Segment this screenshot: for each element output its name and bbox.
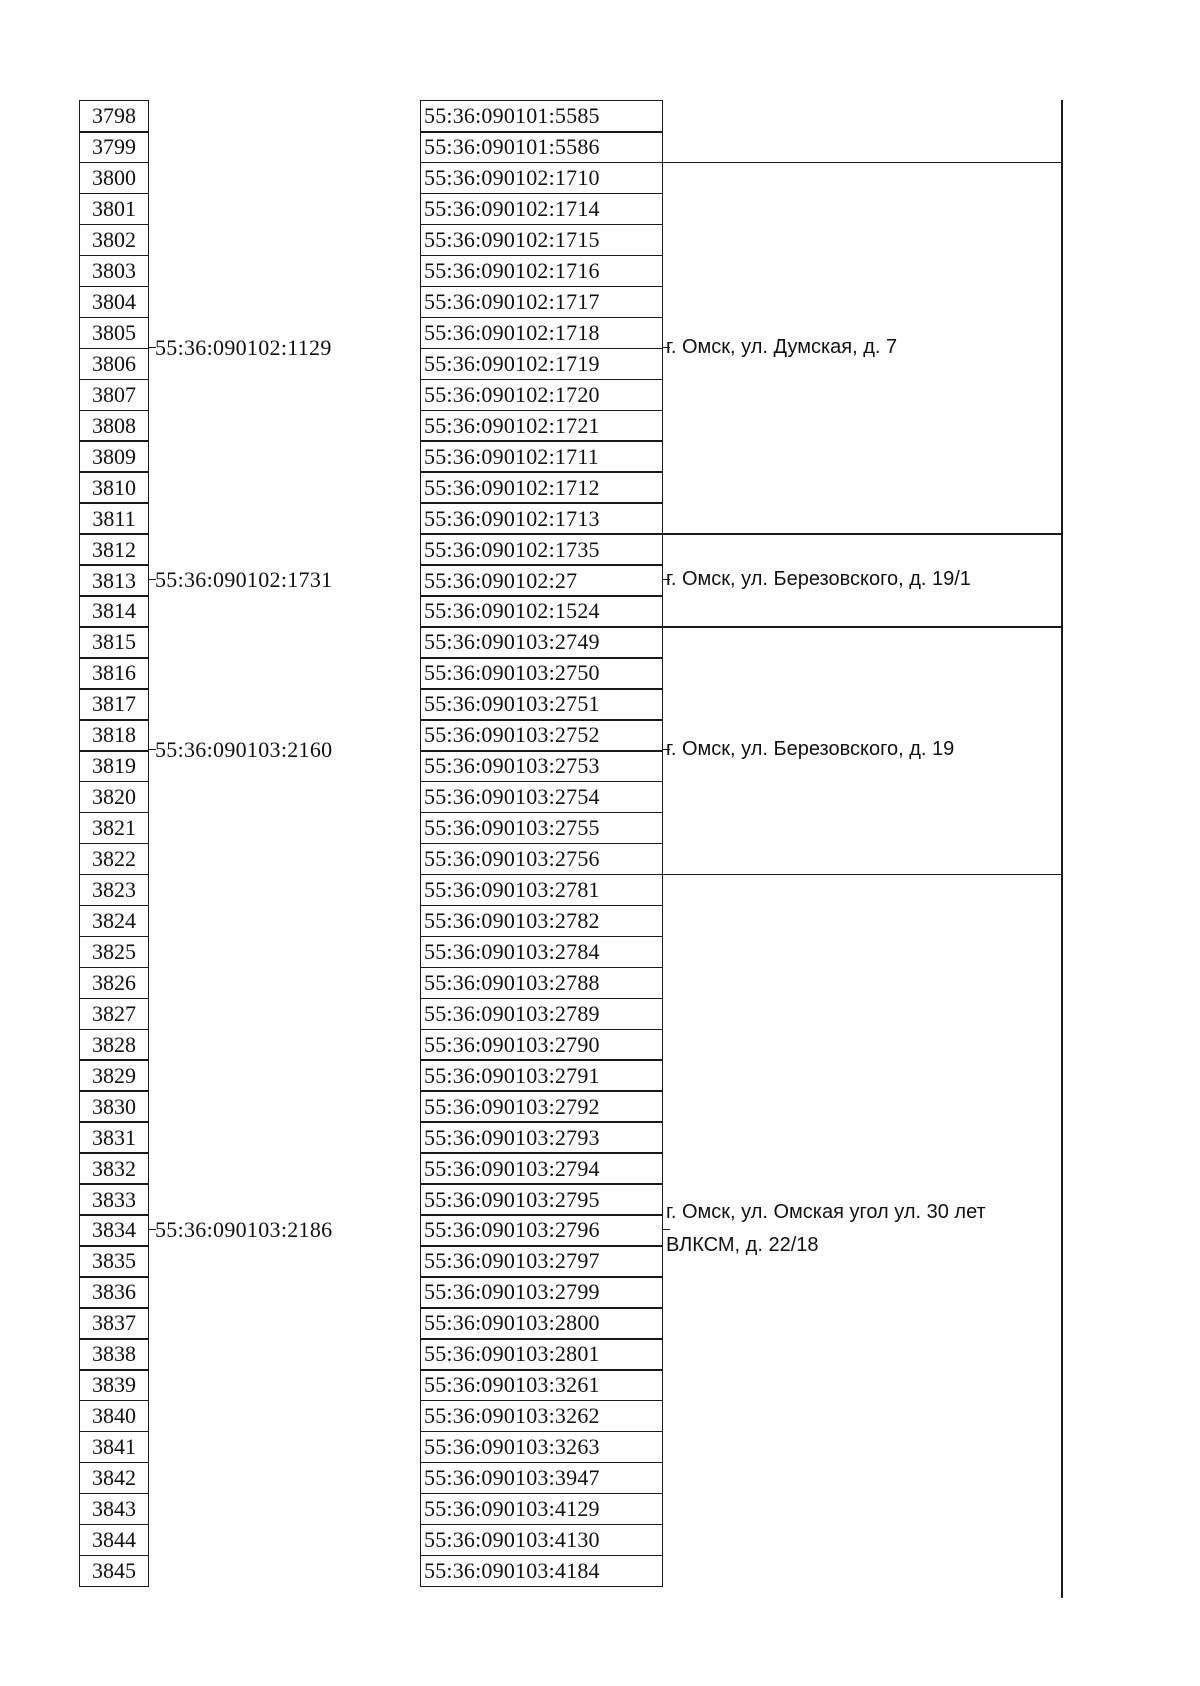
cadastral-number: 55:36:090103:3262 [420,1400,663,1433]
cadastral-number: 55:36:090102:1720 [420,379,663,412]
cadastral-number: 55:36:090103:2752 [420,719,663,752]
parent-cadastral-number: 55:36:090103:2186 [155,1216,333,1242]
row-number: 3833 [79,1183,149,1216]
row-number: 3799 [79,131,149,164]
row-number: 3825 [79,936,149,969]
cadastral-number: 55:36:090103:2790 [420,1029,663,1062]
row-number: 3811 [79,502,149,535]
cadastral-number: 55:36:090102:1716 [420,255,663,288]
row-number: 3818 [79,719,149,752]
parent-cadastral-number: 55:36:090103:2160 [155,736,333,762]
row-number: 3814 [79,595,149,628]
row-number: 3816 [79,657,149,690]
cadastral-number: 55:36:090102:1714 [420,193,663,226]
row-number: 3831 [79,1121,149,1154]
row-number: 3809 [79,440,149,473]
parent-cadastral-number: 55:36:090102:1129 [155,334,332,360]
cadastral-number: 55:36:090103:2781 [420,874,663,907]
address: г. Омск, ул. Березовского, д. 19 [666,738,955,761]
cadastral-number: 55:36:090103:2791 [420,1059,663,1092]
cadastral-number: 55:36:090102:1711 [420,440,663,473]
row-number: 3834 [79,1214,149,1247]
row-number: 3838 [79,1338,149,1371]
cadastral-number: 55:36:090101:5586 [420,131,663,164]
cadastral-number: 55:36:090103:2794 [420,1152,663,1185]
row-number: 3845 [79,1555,149,1588]
row-number: 3807 [79,379,149,412]
cadastral-number: 55:36:090103:2784 [420,936,663,969]
row-number: 3828 [79,1029,149,1062]
row-number: 3829 [79,1059,149,1092]
cadastral-number: 55:36:090102:1713 [420,502,663,535]
row-number: 3830 [79,1090,149,1123]
row-number: 3837 [79,1307,149,1340]
row-number: 3835 [79,1245,149,1278]
row-number: 3821 [79,812,149,845]
cadastral-number: 55:36:090103:2782 [420,905,663,938]
cadastral-number: 55:36:090103:2753 [420,750,663,783]
row-number: 3839 [79,1369,149,1402]
row-number: 3843 [79,1493,149,1526]
row-number: 3824 [79,905,149,938]
cadastral-number: 55:36:090102:1715 [420,224,663,257]
row-number: 3826 [79,967,149,1000]
cadastral-number: 55:36:090103:2801 [420,1338,663,1371]
cadastral-number: 55:36:090102:1717 [420,286,663,319]
address: г. Омск, ул. Березовского, д. 19/1 [666,568,971,591]
row-number: 3815 [79,626,149,659]
cadastral-number: 55:36:090103:4184 [420,1555,663,1588]
cadastral-number: 55:36:090102:1524 [420,595,663,628]
row-number: 3802 [79,224,149,257]
cadastral-number: 55:36:090103:2799 [420,1276,663,1309]
cadastral-number: 55:36:090103:2750 [420,657,663,690]
cadastral-number: 55:36:090102:1710 [420,162,663,195]
cadastral-number: 55:36:090102:1712 [420,471,663,504]
cadastral-number: 55:36:090103:3261 [420,1369,663,1402]
cadastral-number: 55:36:090102:1735 [420,533,663,566]
cadastral-number: 55:36:090102:27 [420,564,663,597]
row-number: 3844 [79,1524,149,1557]
group-divider [663,162,1061,163]
cadastral-number: 55:36:090101:5585 [420,100,663,133]
row-number: 3819 [79,750,149,783]
row-number: 3840 [79,1400,149,1433]
row-number: 3810 [79,471,149,504]
row-number: 3801 [79,193,149,226]
cadastral-number: 55:36:090102:1721 [420,410,663,443]
cadastral-number: 55:36:090103:2795 [420,1183,663,1216]
row-number: 3836 [79,1276,149,1309]
row-number: 3808 [79,410,149,443]
row-number: 3832 [79,1152,149,1185]
cadastral-number: 55:36:090102:1719 [420,348,663,381]
row-number: 3822 [79,843,149,876]
group-divider [663,626,1061,627]
cadastral-number: 55:36:090103:2755 [420,812,663,845]
cadastral-number: 55:36:090103:2751 [420,688,663,721]
cadastral-number: 55:36:090103:2788 [420,967,663,1000]
cadastral-number: 55:36:090102:1718 [420,317,663,350]
row-number: 3827 [79,998,149,1031]
table-right-border [1061,100,1063,1598]
cadastral-number: 55:36:090103:2797 [420,1245,663,1278]
row-number: 3804 [79,286,149,319]
cadastral-number: 55:36:090103:2800 [420,1307,663,1340]
cadastral-number: 55:36:090103:3263 [420,1431,663,1464]
row-number: 3820 [79,781,149,814]
row-number: 3806 [79,348,149,381]
row-number: 3842 [79,1462,149,1495]
cadastral-number: 55:36:090103:2796 [420,1214,663,1247]
row-number: 3817 [79,688,149,721]
row-number: 3823 [79,874,149,907]
cadastral-number: 55:36:090103:4130 [420,1524,663,1557]
address: г. Омск, ул. Думская, д. 7 [666,336,898,359]
group-divider [663,533,1061,534]
cadastral-number: 55:36:090103:2793 [420,1121,663,1154]
cadastral-number: 55:36:090103:2749 [420,626,663,659]
row-number: 3841 [79,1431,149,1464]
cadastral-number: 55:36:090103:2792 [420,1090,663,1123]
address: г. Омск, ул. Омская угол ул. 30 лет ВЛКСМ, д. 22/18 [666,1200,986,1256]
cadastral-number: 55:36:090103:2756 [420,843,663,876]
row-number: 3800 [79,162,149,195]
cadastral-number: 55:36:090103:3947 [420,1462,663,1495]
cadastral-number: 55:36:090103:4129 [420,1493,663,1526]
group-divider [663,874,1061,875]
row-number: 3798 [79,100,149,133]
row-number: 3813 [79,564,149,597]
cadastral-number: 55:36:090103:2754 [420,781,663,814]
parent-cadastral-number: 55:36:090102:1731 [155,566,333,592]
row-number: 3803 [79,255,149,288]
row-number: 3812 [79,533,149,566]
row-number: 3805 [79,317,149,350]
cadastral-number: 55:36:090103:2789 [420,998,663,1031]
